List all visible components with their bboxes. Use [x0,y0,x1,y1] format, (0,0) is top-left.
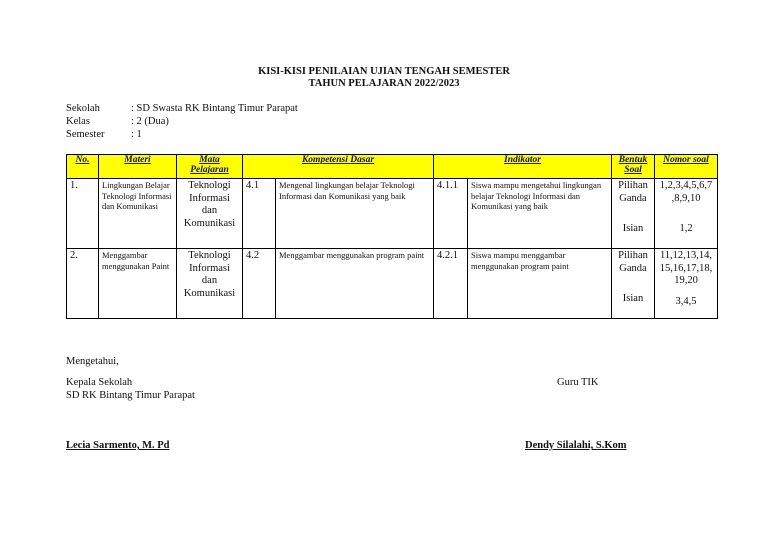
row-kd-number: 4.1 [243,179,276,249]
footer-kepala-title: Kepala Sekolah [66,377,133,388]
info-value: : 1 [131,129,142,140]
signature-guru-name: Dendy Silalahi, S.Kom [525,440,627,451]
nomor-line: ,8,9,10 [671,192,701,204]
header-materi: Materi [99,155,177,179]
mapel-line: Komunikasi [183,287,236,299]
row-kd-text: Menggambar menggunakan program paint [276,249,434,319]
header-mapel-line1: Mata [199,155,220,165]
kisi-kisi-table [66,154,718,319]
row-nomor-soal [655,249,718,319]
bentuk-isian: Isian [622,223,644,234]
row-no: 2. [67,249,99,319]
mapel-line: Informasi [189,192,230,204]
footer-mengetahui: Mengetahui, [66,356,119,367]
info-kelas [66,116,169,127]
row-mata-pelajaran [177,249,243,319]
mapel-line: Teknologi [188,250,231,261]
bentuk-line: Ganda [619,192,647,204]
document-title-line1: KISI-KISI PENILAIAN UJIAN TENGAH SEMESTER [258,66,510,77]
row-indikator-text: Siswa mampu menggambar menggunakan program paint [468,249,612,319]
header-nomor-soal: Nomor soal [655,155,718,179]
bentuk-isian: Isian [622,293,644,304]
row-nomor-soal [655,179,718,249]
info-label: Sekolah [66,103,100,114]
signature-kepala-name: Lecia Sarmento, M. Pd [66,440,170,451]
table-row [67,249,718,319]
row-materi: Lingkungan Belajar Teknologi Informasi dan Komunikasi [99,179,177,249]
row-bentuk-soal [612,249,655,319]
header-bentuk-soal [612,155,655,179]
info-sekolah [66,103,298,114]
nomor-line: 15,16,17,18, [659,262,713,274]
footer-school: SD RK Bintang Timur Parapat [66,390,195,401]
table-row [67,179,718,249]
mapel-line: dan [201,275,218,286]
header-mata-pelajaran [177,155,243,179]
bentuk-line: Pilihan [618,250,648,261]
footer-guru-title: Guru TIK [557,377,599,388]
nomor-line: 19,20 [674,275,698,286]
row-indikator-number: 4.2.1 [434,249,468,319]
row-mata-pelajaran [177,179,243,249]
table-header-row [67,155,718,179]
info-semester [66,129,142,140]
row-indikator-number: 4.1.1 [434,179,468,249]
info-value: : SD Swasta RK Bintang Timur Parapat [131,103,298,114]
row-kd-number: 4.2 [243,249,276,319]
nomor-isian: 1,2 [679,223,693,234]
nomor-isian: 3,4,5 [675,295,697,307]
header-indikator: Indikator [434,155,612,179]
header-bentuk-line1: Bentuk [618,155,648,165]
info-value: : 2 (Dua) [131,116,169,127]
row-no: 1. [67,179,99,249]
header-mapel-line2: Pelajaran [190,165,229,175]
bentuk-line: Pilihan [618,180,648,191]
info-label: Kelas [66,116,90,127]
document-title-line2: TAHUN PELAJARAN 2022/2023 [308,78,460,89]
row-bentuk-soal [612,179,655,249]
info-label: Semester [66,129,105,140]
header-kompetensi-dasar: Kompetensi Dasar [243,155,434,179]
row-materi: Menggambar menggunakan Paint [99,249,177,319]
header-bentuk-line2: Soal [624,165,642,175]
nomor-line: 1,2,3,4,5,6,7 [659,180,713,191]
row-kd-text: Mengenal lingkungan belajar Teknologi Informasi dan Komunikasi yang baik [276,179,434,249]
mapel-line: Komunikasi [183,217,236,229]
mapel-line: dan [201,205,218,216]
bentuk-line: Ganda [619,262,647,274]
row-indikator-text: Siswa mampu mengetahui lingkungan belajar Teknologi Informasi dan Komunikasi yang baik [468,179,612,249]
nomor-line: 11,12,13,14, [659,250,713,261]
header-no: No. [67,155,99,179]
mapel-line: Informasi [189,262,230,274]
mapel-line: Teknologi [188,180,231,191]
